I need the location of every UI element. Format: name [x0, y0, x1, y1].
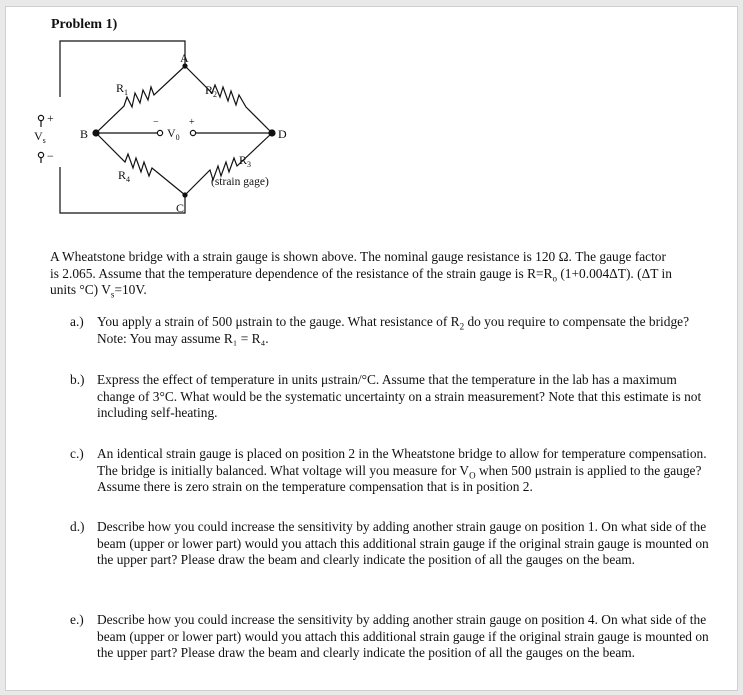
question-c: [70, 446, 710, 496]
node-c-label: C: [176, 201, 185, 215]
question-label: b.): [70, 372, 85, 387]
node-b-dot: [93, 130, 99, 136]
question-d: [70, 519, 710, 569]
question-label: d.): [70, 519, 85, 534]
question-text: An identical strain gauge is placed on position 2 in the Wheatstone bridge to allow for temperature compensation. The bridge is initially balanced. What voltage will you measure for $V_O$ when 500 μstrain is applied to the gauge? Assume there is zero strain on the temperature compensation that is in position 2.: [97, 446, 707, 495]
vs-minus-sign: −: [47, 149, 54, 163]
question-label: c.): [70, 446, 84, 461]
question-text: You apply a strain of 500 μstrain to the gauge. What resistance of $R_2$ do you require to compensate the bridge? Note: You may assume R₁ = R₄.: [97, 314, 690, 346]
question-label: a.): [70, 314, 84, 329]
wheatstone-bridge-figure: [34, 35, 296, 219]
intro-line-1: A Wheatstone bridge with a strain gauge is shown above. The nominal gauge resistance is 120 Ω. The gauge factor: [50, 249, 666, 264]
vs-terminal-minus: [38, 152, 43, 157]
node-d-label: D: [278, 127, 287, 141]
question-text: Describe how you could increase the sensitivity by adding another strain gauge on position 1. On what side of the beam (upper or lower part) would you attach this additional strain gauge if the original strain gauge is mounted on the upper part? Please draw the beam and clearly indicate the position of all the gauges on the beam.: [97, 519, 709, 568]
vo-plus-sign: +: [189, 117, 195, 128]
bridge-diagram: [34, 35, 296, 219]
document-page: [5, 6, 738, 691]
vo-terminal-plus: [190, 130, 195, 135]
intro-line-3: units °C) $V_s=10V$.: [50, 282, 147, 300]
vo-terminal-minus: [157, 130, 162, 135]
r1-resistor: [96, 66, 185, 133]
question-e: [70, 612, 710, 662]
vs-label: $V_s$: [34, 129, 46, 145]
r1-label: $R_1$: [116, 81, 129, 97]
r4-label: $R_4$: [118, 168, 131, 184]
intro-line-2: is 2.065. Assume that the temperature dependence of the resistance of the strain gauge is $R=R_o$ (1+0.004ΔT). (ΔT in: [50, 265, 672, 284]
node-a-label: A: [180, 51, 189, 65]
vo-minus-sign: −: [153, 117, 159, 128]
problem-intro: [50, 249, 704, 299]
problem-title: Problem 1): [51, 17, 118, 32]
question-a: [70, 314, 710, 347]
vs-terminal-plus: [38, 115, 43, 120]
vo-label: $V_0$: [167, 126, 180, 142]
r4-resistor: [96, 133, 185, 195]
question-text: Describe how you could increase the sensitivity by adding another strain gauge on position 4. On what side of the beam (upper or lower part) would you attach this additional strain gauge if the original strain gauge is mounted on the upper part? Please draw the beam and clearly indicate the position of all the gauges on the beam.: [97, 612, 709, 661]
question-b: [70, 372, 710, 422]
question-label: e.): [70, 612, 84, 627]
node-d-dot: [269, 130, 275, 136]
question-text: Express the effect of temperature in units μstrain/°C. Assume that the temperature in the lab has a maximum change of 3°C. What would be the systematic uncertainty on a strain measurement? Note that this estimate is not including self-heating.: [97, 372, 702, 421]
node-c-dot: [183, 193, 187, 197]
r2-resistor: [185, 66, 272, 133]
r2-label: $R_2$: [205, 83, 218, 99]
vs-plus-sign: +: [47, 111, 54, 125]
strain-gage-label: (strain gage): [211, 176, 269, 188]
node-b-label: B: [80, 127, 89, 141]
r3-label: $R_3$: [239, 153, 252, 169]
